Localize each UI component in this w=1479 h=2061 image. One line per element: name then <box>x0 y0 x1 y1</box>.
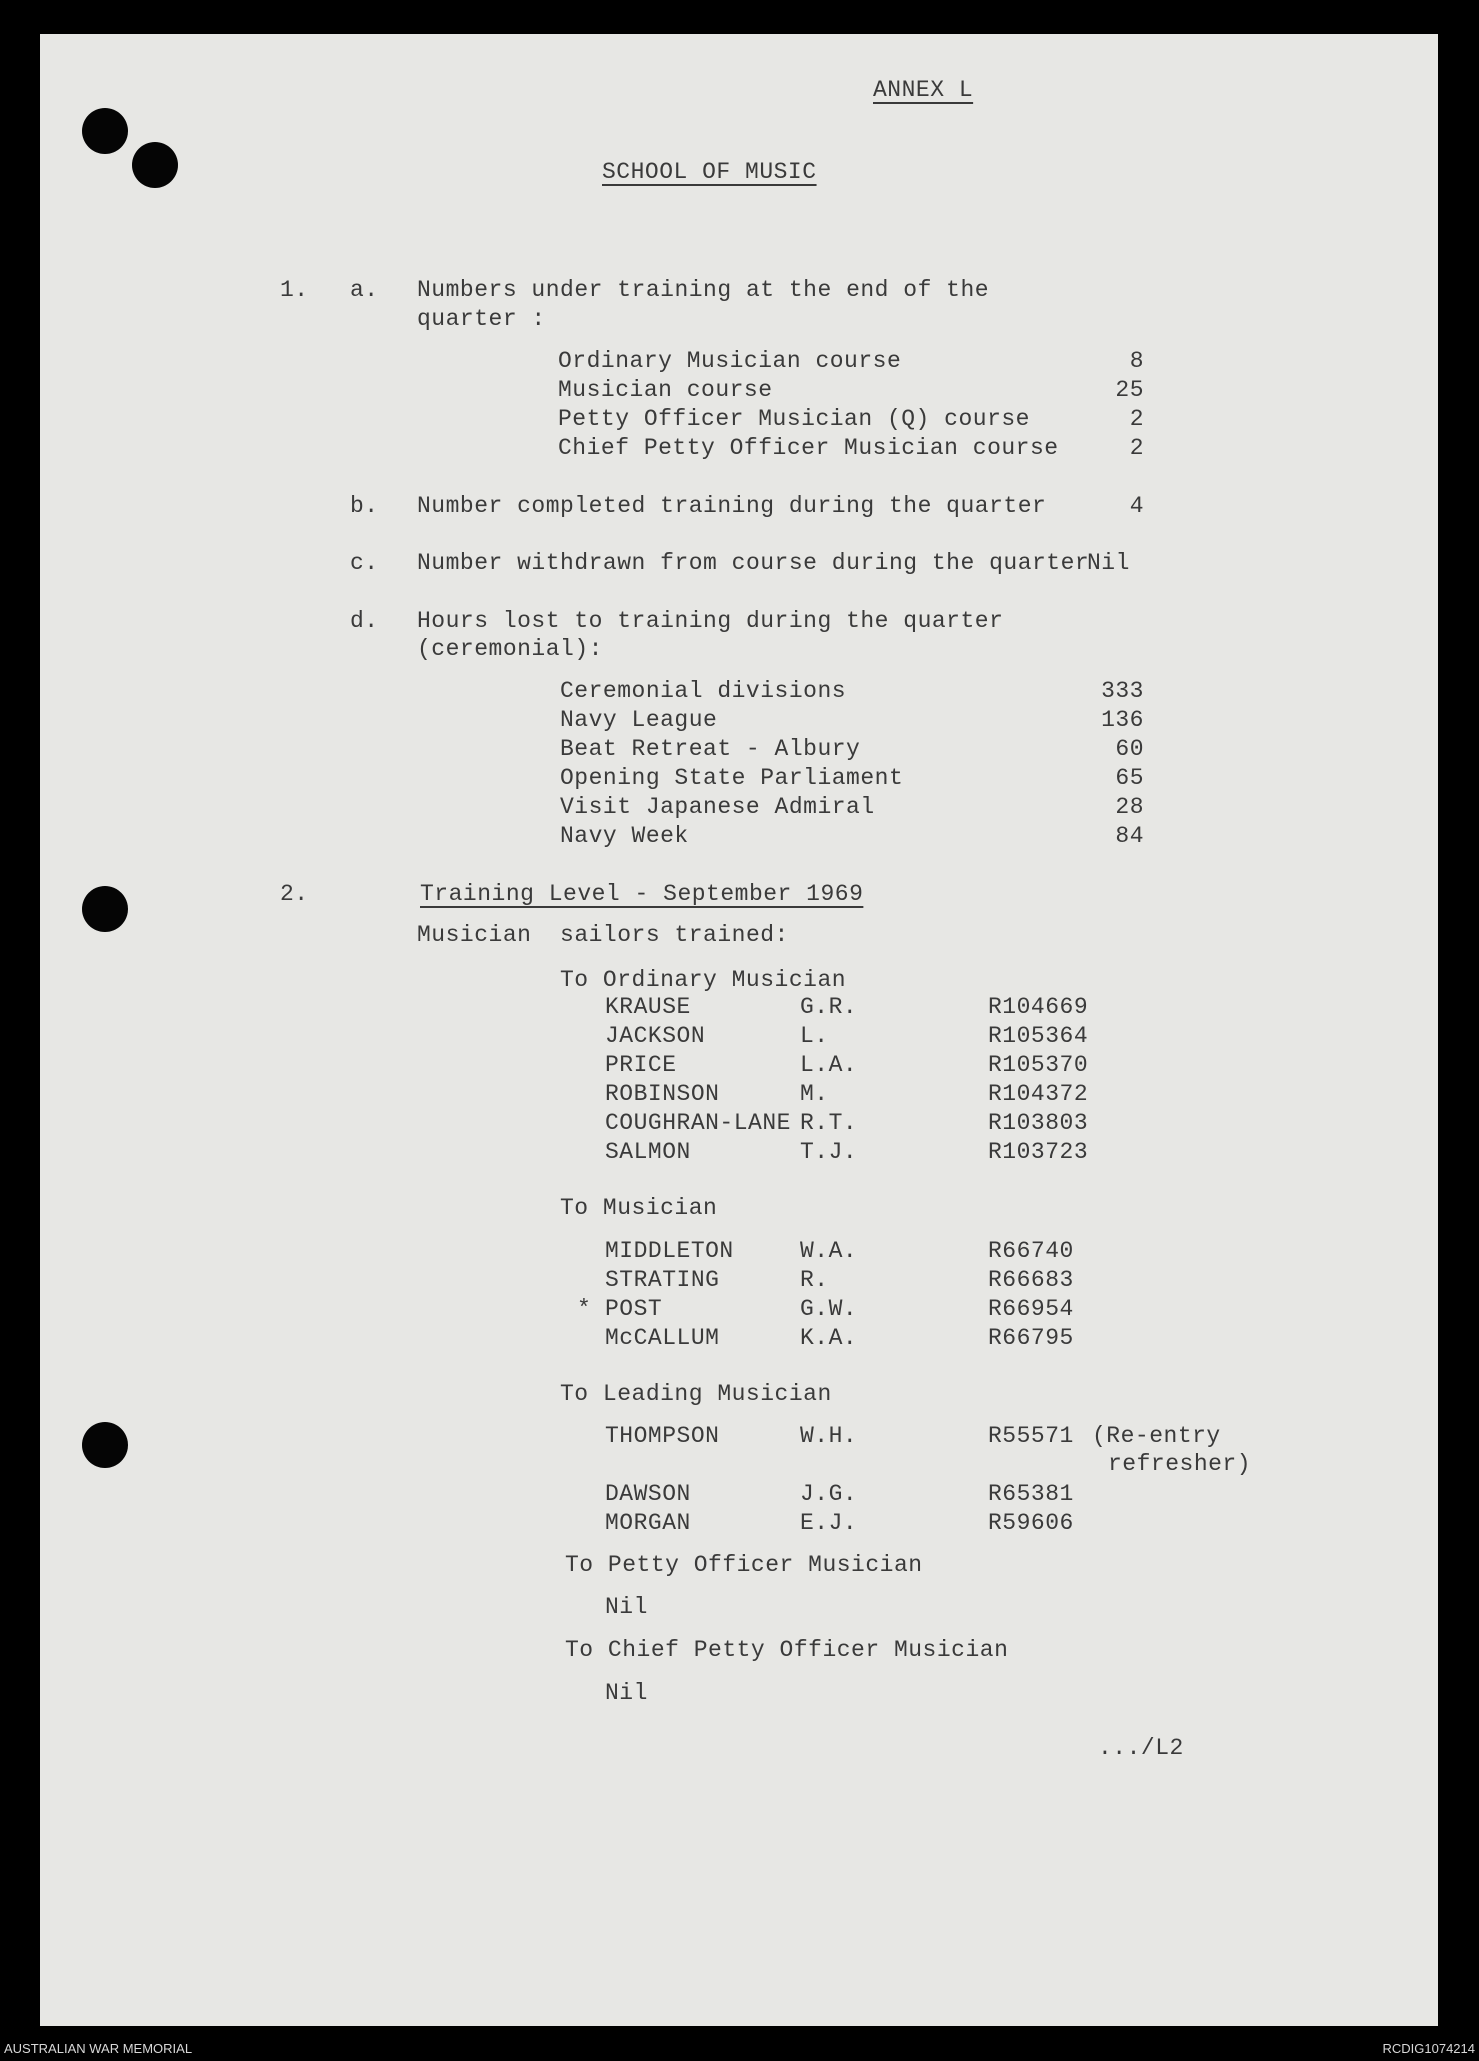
group-heading: To Leading Musician <box>560 1381 832 1407</box>
item-text: Numbers under training at the end of the <box>417 277 990 303</box>
initials: E.J. <box>800 1510 858 1536</box>
event-hours: 28 <box>1115 794 1144 820</box>
section-heading: Training Level - September 1969 <box>420 881 864 907</box>
service-number: R104372 <box>988 1081 1089 1107</box>
surname: PRICE <box>605 1052 677 1078</box>
initials: G.R. <box>800 994 858 1020</box>
group-heading: To Chief Petty Officer Musician <box>565 1637 1009 1663</box>
footer-id: RCDIG1074214 <box>1382 2041 1475 2056</box>
punch-hole <box>82 108 128 154</box>
course-count: 8 <box>1129 348 1144 374</box>
course-name: Ordinary Musician course <box>558 348 902 374</box>
punch-hole <box>132 142 178 188</box>
group-heading: To Musician <box>560 1195 718 1221</box>
surname: KRAUSE <box>605 994 691 1020</box>
initials: R. <box>800 1267 829 1293</box>
surname: MIDDLETON <box>605 1238 734 1264</box>
punch-hole <box>82 1422 128 1468</box>
document-page <box>40 34 1438 2026</box>
item-text: Number withdrawn from course during the quarter <box>417 550 1090 576</box>
course-count: 2 <box>1129 435 1144 461</box>
item-text: Hours lost to training during the quarter <box>417 608 1004 634</box>
initials: R.T. <box>800 1110 858 1136</box>
service-number: R103723 <box>988 1139 1089 1165</box>
initials: M. <box>800 1081 829 1107</box>
event-name: Navy League <box>560 707 718 733</box>
item-label: d. <box>350 608 379 634</box>
event-name: Navy Week <box>560 823 689 849</box>
surname: SALMON <box>605 1139 691 1165</box>
surname: THOMPSON <box>605 1423 720 1449</box>
service-number: R104669 <box>988 994 1089 1020</box>
event-hours: 60 <box>1115 736 1144 762</box>
surname: JACKSON <box>605 1023 706 1049</box>
course-count: 2 <box>1129 406 1144 432</box>
service-number: R55571 <box>988 1423 1074 1449</box>
item-text: (ceremonial): <box>417 636 603 662</box>
item-value: Nil <box>1087 550 1130 576</box>
surname: McCALLUM <box>605 1325 720 1351</box>
footer-credit: AUSTRALIAN WAR MEMORIAL <box>4 2041 193 2056</box>
item-label: c. <box>350 550 379 576</box>
service-number: R103803 <box>988 1110 1089 1136</box>
service-number: R105370 <box>988 1052 1089 1078</box>
initials: W.A. <box>800 1238 858 1264</box>
item-text: Number completed training during the quarter <box>417 493 1047 519</box>
event-name: Opening State Parliament <box>560 765 904 791</box>
course-name: Chief Petty Officer Musician course <box>558 435 1059 461</box>
note: refresher) <box>1108 1451 1252 1477</box>
group-heading: To Petty Officer Musician <box>565 1552 923 1578</box>
asterisk-mark: * <box>577 1296 592 1322</box>
service-number: R105364 <box>988 1023 1089 1049</box>
item-label: a. <box>350 277 379 303</box>
surname: COUGHRAN-LANE <box>605 1110 791 1136</box>
surname: MORGAN <box>605 1510 691 1536</box>
initials: L. <box>800 1023 829 1049</box>
initials: T.J. <box>800 1139 858 1165</box>
course-name: Musician course <box>558 377 773 403</box>
group-heading: To Ordinary Musician <box>560 967 847 993</box>
continuation-mark: .../L2 <box>1098 1735 1184 1761</box>
course-name: Petty Officer Musician (Q) course <box>558 406 1030 432</box>
initials: L.A. <box>800 1052 858 1078</box>
item-value: 4 <box>1129 493 1144 519</box>
event-name: Visit Japanese Admiral <box>560 794 875 820</box>
service-number: R66683 <box>988 1267 1074 1293</box>
initials: K.A. <box>800 1325 858 1351</box>
service-number: R66954 <box>988 1296 1074 1322</box>
initials: W.H. <box>800 1423 858 1449</box>
service-number: R66740 <box>988 1238 1074 1264</box>
note: (Re-entry <box>1092 1423 1221 1449</box>
surname: STRATING <box>605 1267 720 1293</box>
initials: J.G. <box>800 1481 858 1507</box>
section-intro: Musician sailors trained: <box>417 922 789 948</box>
surname: DAWSON <box>605 1481 691 1507</box>
event-hours: 65 <box>1115 765 1144 791</box>
service-number: R66795 <box>988 1325 1074 1351</box>
page-title: SCHOOL OF MUSIC <box>602 159 817 185</box>
item-text: quarter : <box>417 306 546 332</box>
group-value: Nil <box>605 1680 648 1706</box>
initials: G.W. <box>800 1296 858 1322</box>
service-number: R59606 <box>988 1510 1074 1536</box>
annex-label: ANNEX L <box>873 77 974 103</box>
section-number: 1. <box>280 277 309 303</box>
surname: POST <box>605 1296 663 1322</box>
service-number: R65381 <box>988 1481 1074 1507</box>
event-hours: 333 <box>1101 678 1144 704</box>
event-hours: 84 <box>1115 823 1144 849</box>
event-name: Ceremonial divisions <box>560 678 847 704</box>
punch-hole <box>82 886 128 932</box>
surname: ROBINSON <box>605 1081 720 1107</box>
group-value: Nil <box>605 1594 648 1620</box>
section-number: 2. <box>280 881 309 907</box>
course-count: 25 <box>1115 377 1144 403</box>
item-label: b. <box>350 493 379 519</box>
event-name: Beat Retreat - Albury <box>560 736 861 762</box>
event-hours: 136 <box>1101 707 1144 733</box>
